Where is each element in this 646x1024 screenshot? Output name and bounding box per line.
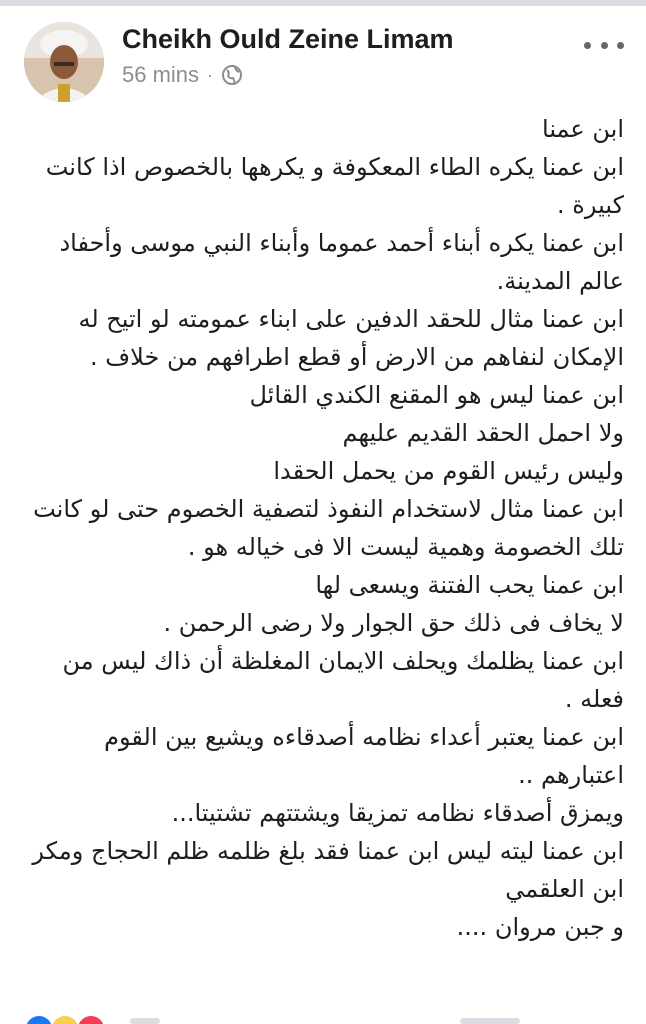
meta-separator: ·: [207, 64, 214, 85]
post-line: ابن عمنا ليس هو المقنع الكندي القائل: [249, 381, 624, 409]
post-meta: [122, 62, 243, 88]
post-line: ابن عمنا ليته ليس ابن عمنا فقد بلغ ظلمه ظلم الحجاج ومكر ابن العلقمي: [32, 837, 624, 903]
author-name[interactable]: Cheikh Ould Zeine Limam: [122, 24, 454, 54]
reaction-icons[interactable]: [24, 1014, 102, 1024]
post-line: ابن عمنا يعتبر أعداء نظامه أصدقاءه ويشيع بين القوم اعتبارهم ..: [104, 723, 624, 789]
reaction-count-placeholder: [130, 1018, 160, 1024]
post-text: [18, 110, 624, 990]
post-timestamp[interactable]: 56 mins: [122, 62, 200, 87]
author-avatar[interactable]: [24, 22, 104, 102]
avatar-image: [24, 22, 104, 102]
post-line: ابن عمنا مثال للحقد الدفين على ابناء عمومته لو اتيح له الإمكان لنفاهم من الارض أو قطع اطرافهم من خلاف .: [78, 305, 624, 371]
post-line: ابن عمنا يحب الفتنة ويسعى لها: [315, 571, 624, 599]
love-reaction-icon: [76, 1014, 106, 1024]
post-line: ابن عمنا مثال لاستخدام النفوذ لتصفية الخصوم حتى لو كانت تلك الخصومة وهمية ليست الا فى خياله هو .: [33, 495, 624, 561]
more-options-icon: [584, 42, 591, 49]
globe-icon: [221, 64, 243, 86]
haha-reaction-icon: [50, 1014, 80, 1024]
post-line: ولا احمل الحقد القديم عليهم: [342, 419, 624, 447]
post-header: [0, 6, 646, 106]
post-line: ويمزق أصدقاء نظامه تمزيقا ويشتتهم تشتيتا...: [171, 799, 624, 827]
like-reaction-icon: [24, 1014, 54, 1024]
post-line: ابن عمنا يكره أبناء أحمد عموما وأبناء النبي موسى وأحفاد عالم المدينة.: [59, 229, 624, 295]
post-line: ابن عمنا: [542, 115, 624, 143]
comments-count-placeholder: [460, 1018, 520, 1024]
post-line: ابن عمنا يكره الطاء المعكوفة و يكرهها بالخصوص اذا كانت كبيرة .: [45, 153, 624, 219]
more-options-button[interactable]: [584, 34, 624, 56]
post-line: لا يخاف فى ذلك حق الجوار ولا رضى الرحمن .: [163, 609, 624, 637]
post-line: و جبن مروان ....: [456, 913, 624, 941]
post-line: ابن عمنا يظلمك ويحلف الايمان المغلظة أن ذاك ليس من فعله .: [62, 647, 624, 713]
post-line: وليس رئيس القوم من يحمل الحقدا: [273, 457, 624, 485]
